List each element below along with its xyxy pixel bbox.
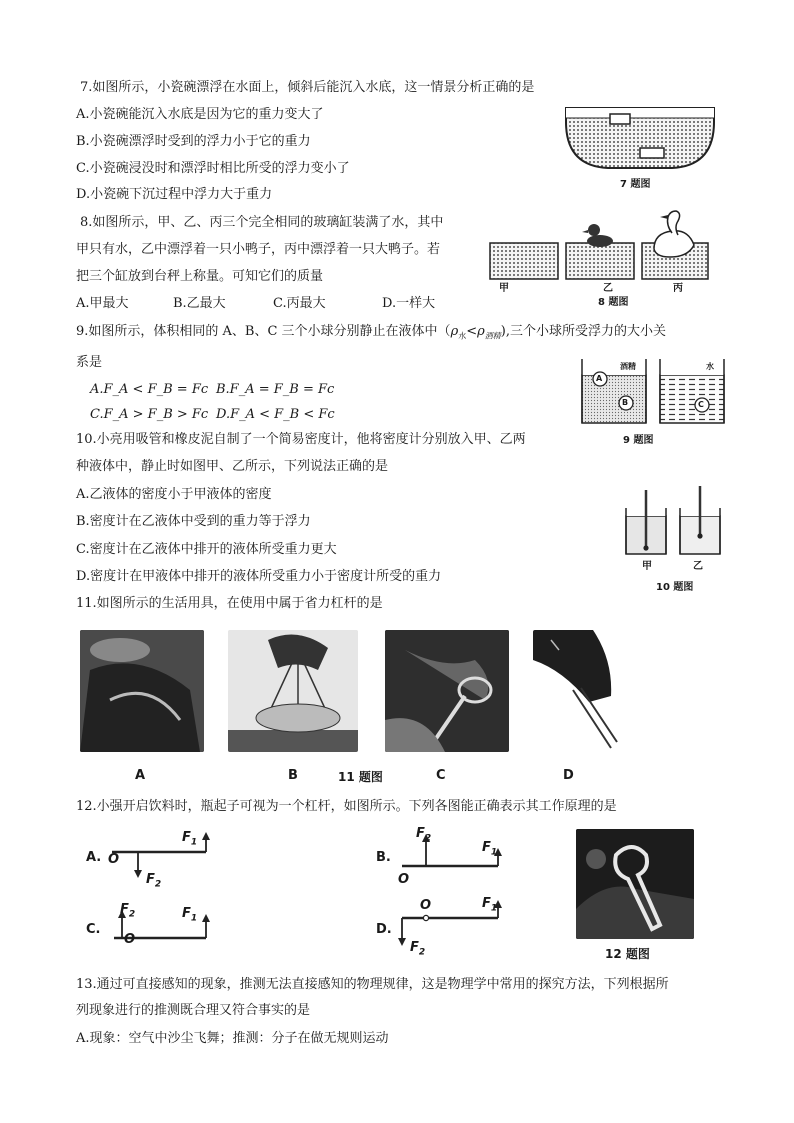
q7-stem: 7.如图所示，小瓷碗漂浮在水面上，倾斜后能沉入水底，这一情景分析正确的是 xyxy=(80,80,535,95)
q9-option-a: A.F_A < F_B = Fc xyxy=(90,382,209,397)
q9-ball-a-label: A xyxy=(596,374,603,383)
q7-option-d: D.小瓷碗下沉过程中浮力大于重力 xyxy=(76,187,273,202)
q8-stem-line-1: 8.如图所示，甲、乙、丙三个完全相同的玻璃缸装满了水，其中 xyxy=(80,215,444,230)
q13-option-a: A.现象：空气中沙尘飞舞；推测：分子在做无规则运动 xyxy=(76,1031,389,1046)
q9-stem-a: 9.如图所示，体积相同的 A、B、C 三个小球分别静止在液体中（ xyxy=(76,324,451,339)
q8-tank-label-1: 甲 xyxy=(499,283,509,294)
q9-stem-c: 系是 xyxy=(76,355,103,370)
q7-option-b: B.小瓷碗漂浮时受到的浮力小于它的重力 xyxy=(76,134,311,149)
q11-caption: 11 题图 xyxy=(338,770,383,784)
q11-label-b: B xyxy=(288,768,298,783)
q10-option-a: A.乙液体的密度小于甲液体的密度 xyxy=(76,487,272,502)
q8-tank-label-3: 丙 xyxy=(673,283,683,294)
q10-option-c: C.密度计在乙液体中排开的液体所受重力更大 xyxy=(76,542,337,557)
q8-option-a: A.甲最大 xyxy=(76,296,129,311)
q11-stem: 11.如图所示的生活用具，在使用中属于省力杠杆的是 xyxy=(76,596,383,611)
q12-option-c-label: C. xyxy=(86,922,101,937)
q11-photo-d-tweezers xyxy=(533,630,619,752)
rho-water: $\rho_水<\rho_{酒精}$ xyxy=(450,324,501,341)
q9-ball-b-label: B xyxy=(622,398,629,407)
q9-stem-b: ),三个小球所受浮力的大小关 xyxy=(500,324,666,339)
q12-a-f2: $F_2$ xyxy=(146,872,162,890)
q12-lever-a xyxy=(108,830,218,890)
q8-option-b: B.乙最大 xyxy=(173,296,226,311)
q11-photo-b-scale xyxy=(228,630,358,752)
q7-option-c: C.小瓷碗浸没时和漂浮时相比所受的浮力变小了 xyxy=(76,161,350,176)
q10-option-b: B.密度计在乙液体中受到的重力等于浮力 xyxy=(76,514,311,529)
q10-stem-line-2: 种液体中，静止时如图甲、乙所示，下列说法正确的是 xyxy=(76,459,389,474)
q12-b-f1: $F_1$ xyxy=(482,840,498,858)
q8-tank-label-2: 乙 xyxy=(603,283,613,294)
q13-stem-line-2: 列现象进行的推测既合理又符合事实的是 xyxy=(76,1003,311,1018)
q7-option-a: A.小瓷碗能沉入水底是因为它的重力变大了 xyxy=(76,107,324,122)
q12-c-f2: $F_2$ xyxy=(120,902,136,920)
q7-caption: 7 题图 xyxy=(620,179,651,190)
q12-option-a-label: A. xyxy=(86,850,102,865)
q11-label-d: D xyxy=(563,768,574,783)
q8-option-c: C.丙最大 xyxy=(273,296,326,311)
q12-c-f1: $F_1$ xyxy=(182,906,198,924)
big-duck-icon xyxy=(654,211,694,257)
q12-caption: 12 题图 xyxy=(605,947,650,961)
q12-d-f2: $F_2$ xyxy=(410,940,426,958)
q12-stem: 12.小强开启饮料时，瓶起子可视为一个杠杆，如图所示。下列各图能正确表示其工作原理的是 xyxy=(76,799,617,814)
q10-stem-line-1: 10.小亮用吸管和橡皮泥自制了一个简易密度计，他将密度计分别放入甲、乙两 xyxy=(76,432,526,447)
q12-option-d-label: D. xyxy=(376,922,392,937)
q12-a-pivot: O xyxy=(108,852,120,867)
hydrometer-beakers-figure xyxy=(620,486,730,562)
q10-caption: 10 题图 xyxy=(656,582,694,593)
bowl-in-basin-figure xyxy=(560,104,720,174)
q12-b-f2: $F_2$ xyxy=(416,826,432,844)
q10-label-jia: 甲 xyxy=(642,561,652,572)
balls-in-liquids-figure xyxy=(578,357,726,427)
q11-photo-a-chopsticks xyxy=(80,630,204,752)
q8-stem-line-2: 甲只有水，乙中漂浮着一只小鸭子，丙中漂浮着一只大鸭子。若 xyxy=(76,242,441,257)
q9-caption: 9 题图 xyxy=(623,435,654,446)
q11-label-c: C xyxy=(436,768,446,783)
q8-stem-line-3: 把三个缸放到台秤上称量。可知它们的质量 xyxy=(76,269,324,284)
q12-a-f1: $F_1$ xyxy=(182,830,198,848)
q12-d-f1: $F_1$ xyxy=(482,896,498,914)
q9-stem xyxy=(76,323,666,345)
q9-option-b: B.F_A = F_B = Fc xyxy=(216,382,335,397)
q10-option-d: D.密度计在甲液体中排开的液体所受重力小于密度计所受的重力 xyxy=(76,569,442,584)
q12-option-b-label: B. xyxy=(376,850,391,865)
q8-option-d: D.一样大 xyxy=(382,296,436,311)
q10-label-yi: 乙 xyxy=(693,561,703,572)
q13-stem-line-1: 13.通过可直接感知的现象，推测无法直接感知的物理规律，这是物理学中常用的探究方法，下列根据所 xyxy=(76,977,669,992)
q11-label-a: A xyxy=(135,768,146,783)
q12-b-pivot: O xyxy=(398,872,410,887)
q8-caption: 8 题图 xyxy=(598,297,629,308)
q9-right-liquid-label: 水 xyxy=(706,362,714,371)
q9-option-c: C.F_A > F_B > Fc xyxy=(90,407,209,422)
q9-left-liquid-label: 酒精 xyxy=(620,362,636,371)
q9-ball-c-label: C xyxy=(698,400,704,409)
q11-photo-c-nutcracker xyxy=(385,630,509,752)
q12-d-pivot: O xyxy=(420,898,432,913)
q9-option-d: D.F_A < F_B < Fc xyxy=(216,407,335,422)
q12-photo-bottle-opener xyxy=(576,829,694,939)
q12-c-pivot: O xyxy=(124,932,136,947)
